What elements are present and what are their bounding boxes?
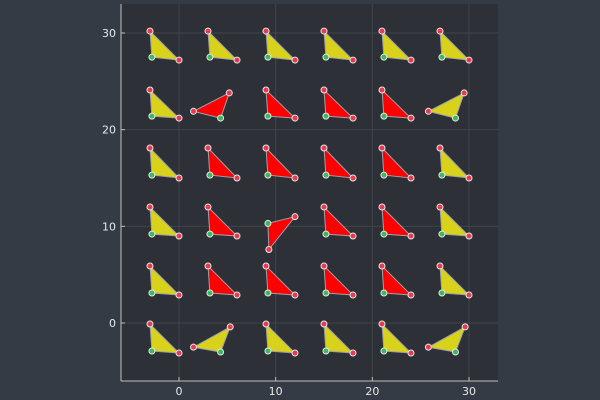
vertex-marker — [408, 57, 414, 63]
vertex-marker — [205, 204, 211, 210]
vertex-marker — [381, 54, 387, 60]
vertex-marker — [350, 292, 356, 298]
vertex-marker — [379, 263, 385, 269]
vertex-marker — [265, 348, 271, 354]
vertex-marker — [292, 57, 298, 63]
vertex-marker — [466, 175, 472, 181]
vertex-marker — [191, 108, 197, 114]
vertex-marker — [207, 290, 213, 296]
vertex-marker — [205, 28, 211, 34]
vertex-marker — [379, 87, 385, 93]
vertex-marker — [263, 321, 269, 327]
vertex-marker — [408, 175, 414, 181]
vertex-marker — [350, 175, 356, 181]
vertex-marker — [149, 231, 155, 237]
vertex-marker — [439, 231, 445, 237]
vertex-marker — [176, 175, 182, 181]
vertex-marker — [379, 28, 385, 34]
vertex-marker — [263, 87, 269, 93]
y-tick-label-0: 0 — [109, 317, 116, 330]
x-tick-label-0: 0 — [175, 385, 183, 398]
vertex-marker — [265, 113, 271, 119]
vertex-marker — [147, 204, 153, 210]
vertex-marker — [176, 115, 182, 121]
vertex-marker — [379, 204, 385, 210]
vertex-marker — [437, 145, 443, 151]
vertex-marker — [321, 145, 327, 151]
vertex-marker — [205, 263, 211, 269]
vertex-marker — [321, 321, 327, 327]
vertex-marker — [176, 57, 182, 63]
vertex-marker — [452, 349, 458, 355]
vertex-marker — [191, 344, 197, 350]
vertex-marker — [207, 54, 213, 60]
vertex-marker — [292, 214, 298, 220]
vertex-marker — [439, 290, 445, 296]
vertex-marker — [263, 145, 269, 151]
vertex-marker — [149, 290, 155, 296]
vertex-marker — [408, 292, 414, 298]
vertex-marker — [265, 172, 271, 178]
vertex-marker — [234, 57, 240, 63]
vertex-marker — [218, 115, 224, 121]
vertex-marker — [381, 113, 387, 119]
vertex-marker — [147, 87, 153, 93]
vertex-marker — [439, 54, 445, 60]
vertex-marker — [266, 247, 272, 253]
vertex-marker — [263, 263, 269, 269]
vertex-marker — [149, 113, 155, 119]
vertex-marker — [466, 57, 472, 63]
vertex-marker — [227, 324, 233, 330]
vertex-marker — [149, 54, 155, 60]
vertex-marker — [321, 263, 327, 269]
vertex-marker — [408, 233, 414, 239]
vertex-marker — [408, 115, 414, 121]
vertex-marker — [437, 263, 443, 269]
vertex-marker — [234, 175, 240, 181]
vertex-marker — [263, 28, 269, 34]
x-tick-label-1: 10 — [268, 385, 283, 398]
vertex-marker — [323, 54, 329, 60]
vertex-marker — [323, 290, 329, 296]
vertex-marker — [147, 145, 153, 151]
vertex-marker — [265, 54, 271, 60]
vertex-marker — [379, 145, 385, 151]
vertex-marker — [350, 350, 356, 356]
vertex-marker — [292, 115, 298, 121]
vertex-marker — [265, 220, 271, 226]
vertex-marker — [321, 87, 327, 93]
vertex-marker — [147, 28, 153, 34]
vertex-marker — [437, 204, 443, 210]
y-tick-label-1: 10 — [102, 220, 116, 234]
vertex-marker — [149, 348, 155, 354]
vertex-marker — [292, 175, 298, 181]
vertex-marker — [466, 292, 472, 298]
vertex-marker — [207, 172, 213, 178]
vertex-marker — [176, 233, 182, 239]
vertex-marker — [381, 172, 387, 178]
y-tick-label-2: 20 — [102, 123, 116, 137]
vertex-marker — [147, 263, 153, 269]
vertex-marker — [234, 292, 240, 298]
y-tick-label-3: 30 — [102, 27, 116, 40]
vertex-marker — [207, 231, 213, 237]
vertex-marker — [323, 113, 329, 119]
vertex-marker — [292, 292, 298, 298]
vertex-marker — [425, 344, 431, 350]
vertex-marker — [218, 349, 224, 355]
vertex-marker — [466, 233, 472, 239]
vertex-marker — [381, 231, 387, 237]
vertex-marker — [149, 172, 155, 178]
vertex-marker — [462, 324, 468, 330]
vertex-marker — [234, 233, 240, 239]
vertex-marker — [425, 108, 431, 114]
vertex-marker — [292, 350, 298, 356]
vertex-marker — [323, 348, 329, 354]
vertex-marker — [408, 350, 414, 356]
vertex-marker — [226, 90, 232, 96]
vertex-marker — [350, 233, 356, 239]
vertex-marker — [381, 348, 387, 354]
vertex-marker — [350, 57, 356, 63]
vertex-marker — [265, 290, 271, 296]
vertex-marker — [461, 90, 467, 96]
vertex-marker — [323, 231, 329, 237]
vertex-marker — [437, 28, 443, 34]
vertex-marker — [381, 290, 387, 296]
vertex-marker — [350, 115, 356, 121]
vertex-marker — [452, 115, 458, 121]
vertex-marker — [439, 172, 445, 178]
x-tick-label-2: 20 — [365, 385, 380, 398]
vertex-marker — [176, 350, 182, 356]
x-tick-label-3: 30 — [462, 385, 476, 398]
vertex-marker — [323, 172, 329, 178]
vertex-marker — [321, 204, 327, 210]
vertex-marker — [321, 28, 327, 34]
vertex-marker — [205, 145, 211, 151]
vertex-marker — [176, 292, 182, 298]
vertex-marker — [379, 321, 385, 327]
vertex-marker — [147, 321, 153, 327]
